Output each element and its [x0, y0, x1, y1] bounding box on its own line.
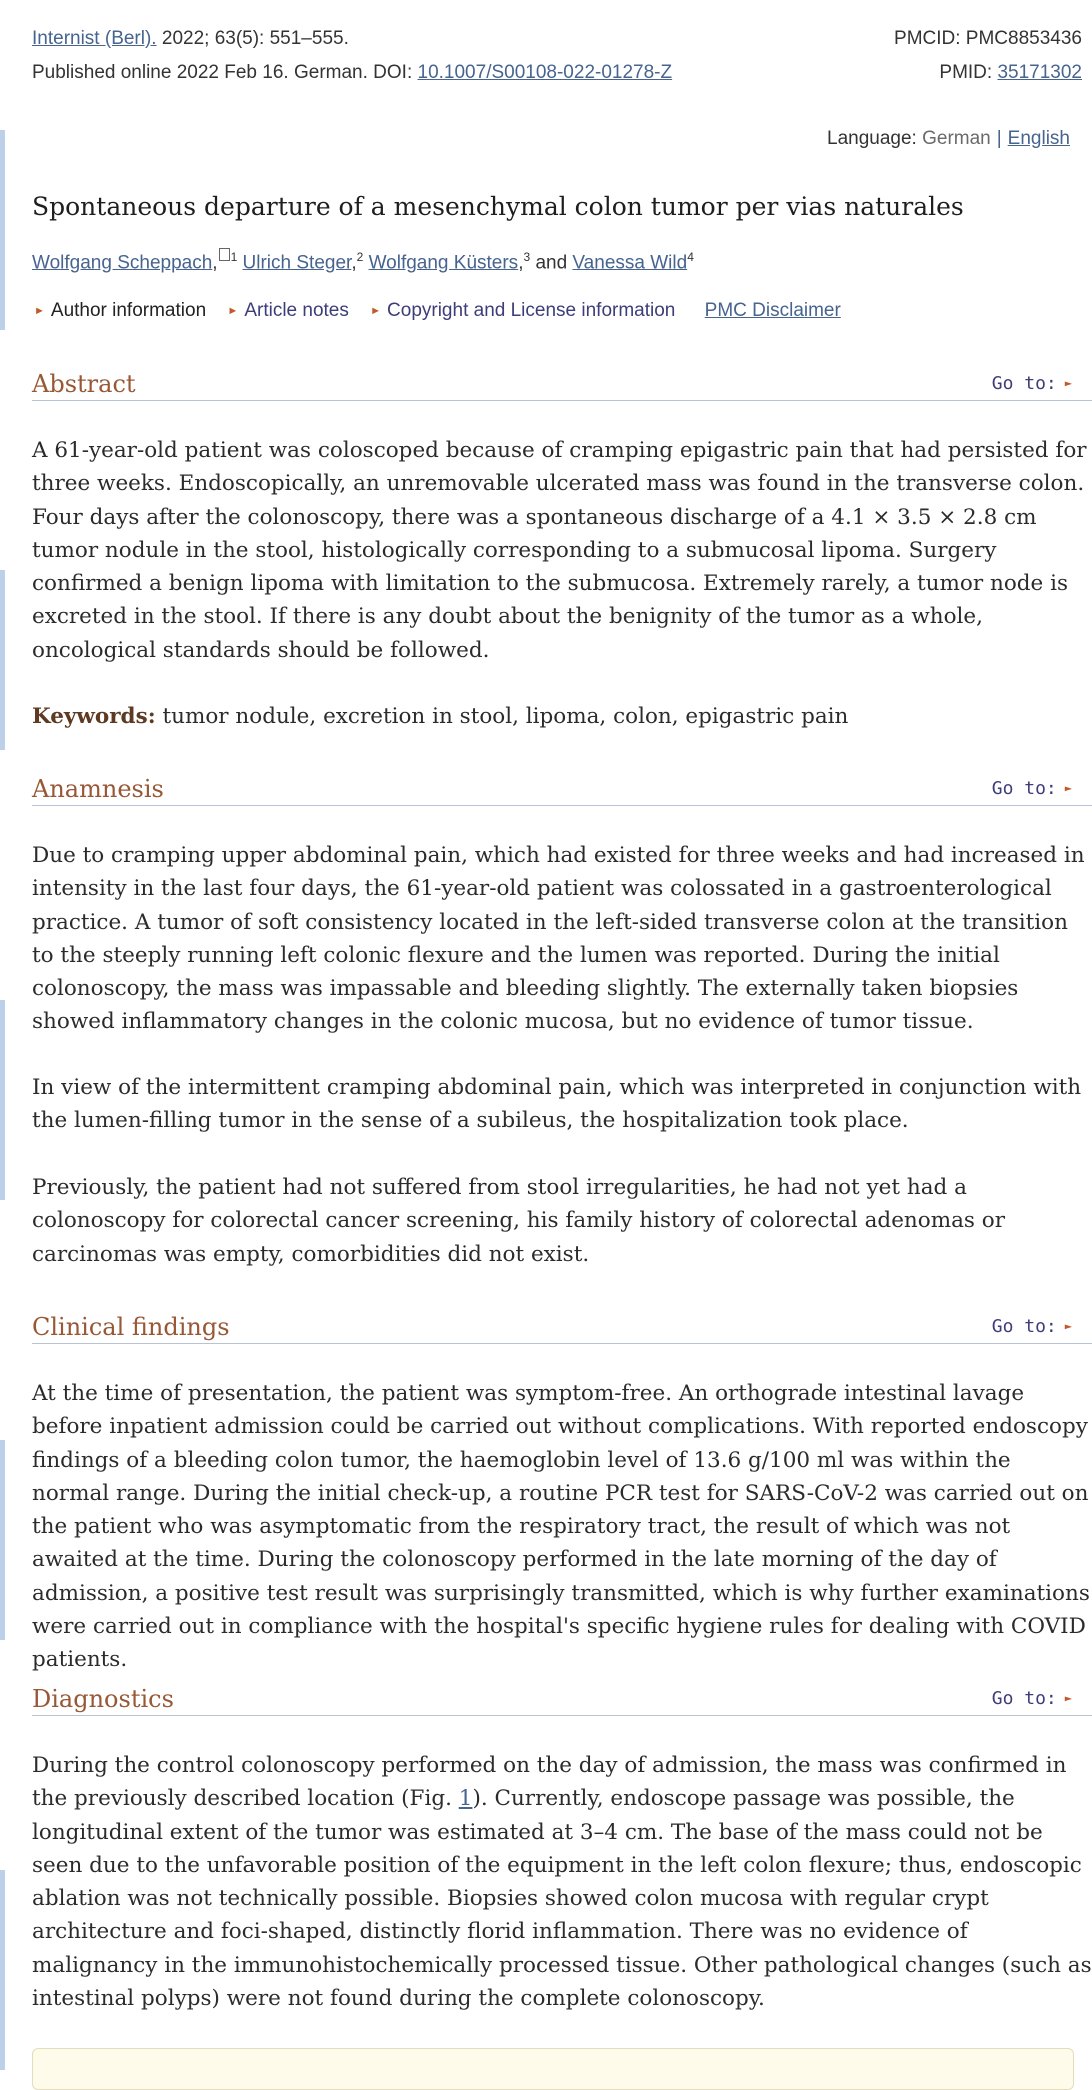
goto-menu[interactable]: Go to: ►: [991, 373, 1072, 394]
author-list: Wolfgang Scheppach, $^1$ Ulrich Steger,$^2$ Wolfgang Küsters,$^3$ and Vanessa Wild$^4$: [32, 250, 694, 274]
citation-line: [32, 28, 349, 50]
author-affiliation: 3: [523, 250, 531, 264]
author-affiliation: 4: [687, 250, 694, 264]
page-edge-decoration: [0, 0, 8, 2075]
triangle-right-icon: ►: [370, 305, 382, 317]
diagnostics-paragraph: During the control colonoscopy performed on the day of admission, the mass was confirmed in the previously described location (Fig. 1). Currently, endoscope passage was possible, the longitudinal extent of the tumor was estimated at 3–4 cm. The base of the mass could not be seen due to the unfavorable position of the equipment in the left colon flexure; thus, endoscopic ablation was not technically possible. Biopsies showed colon mucosa with regular crypt architecture and foci-shaped, distinctly florid inflammation. There was no evidence of malignancy in the immunohistochemically processed tissue. Other pathological changes (such as intestinal polyps) were not found during the complete colonoscopy.: [32, 1753, 1092, 2012]
keywords: [32, 700, 1092, 733]
edge-mark: [0, 570, 5, 750]
and-text: and: [535, 252, 568, 274]
language-label: Language:: [827, 128, 923, 149]
publication-line: [32, 62, 672, 84]
anamnesis-paragraph: Previously, the patient had not suffered from stool irregularities, he had not yet had a colonoscopy for colorectal cancer screening, his family history of colorectal adenomas or carcinomas was empty, comorbidities did not exist.: [32, 1175, 1006, 1267]
author-affiliation: 2: [356, 250, 364, 264]
section-title: Anamnesis: [32, 775, 164, 803]
triangle-right-icon: ►: [1064, 781, 1072, 795]
goto-menu[interactable]: Go to: ►: [991, 1316, 1072, 1337]
copyright-toggle[interactable]: ► Copyright and License information: [370, 300, 676, 321]
pmcid: [894, 28, 1082, 50]
abstract-paragraph: A 61-year-old patient was coloscoped because of cramping epigastric pain that had persisted for three weeks. Endoscopically, an unremovable ulcerated mass was found in the transverse colon. Four days after the colonoscopy, there was a spontaneous discharge of a 4.1 × 3.5 × 2.8 cm tumor nodule in the stool, histologically corresponding to a submucosal lipoma. Surgery confirmed a benign lipoma with limitation to the submucosa. Extremely rarely, a tumor node is excreted in the stool. If there is any doubt about the benignity of the tumor as a whole, oncological standards should be followed.: [32, 438, 1087, 663]
pmc-disclaimer-link[interactable]: PMC Disclaimer: [704, 300, 841, 321]
pmcid-label: PMCID:: [894, 28, 966, 49]
author-link[interactable]: Wolfgang Scheppach: [32, 252, 213, 274]
pmid: [939, 62, 1082, 84]
triangle-right-icon: ►: [1064, 376, 1072, 390]
triangle-right-icon: ►: [1064, 1319, 1072, 1333]
triangle-right-icon: ►: [1064, 1691, 1072, 1705]
language-switcher: [827, 128, 1070, 150]
article-notes-toggle[interactable]: ► Article notes: [227, 300, 349, 321]
edge-mark: [0, 130, 5, 330]
triangle-right-icon: ►: [227, 305, 239, 317]
author-affiliation: 1: [230, 250, 238, 264]
language-current: German: [922, 128, 991, 149]
keywords-label: Keywords:: [32, 704, 156, 729]
edge-mark: [0, 1870, 5, 2070]
article-title: Spontaneous departure of a mesenchymal colon tumor per vias naturales: [32, 192, 964, 221]
author-link[interactable]: Vanessa Wild: [572, 252, 688, 274]
author-link[interactable]: Ulrich Steger: [242, 252, 352, 274]
section-title: Abstract: [32, 370, 136, 398]
language-separator: |: [996, 128, 1002, 149]
author-link[interactable]: Wolfgang Küsters: [368, 252, 519, 274]
section-header-clinical-findings: [32, 1307, 1092, 1344]
clinical-findings-paragraph: At the time of presentation, the patient was symptom-free. An orthograde intestinal lavage before inpatient admission could be carried out without complications. With reported endoscopy findings of a bleeding colon tumor, the haemoglobin level of 13.6 g/100 ml was within the normal range. During the initial check-up, a routine PCR test for SARS-CoV-2 was carried out on the patient who was asymptomatic from the respiratory tract, the result of which was not awaited at the time. During the colonoscopy performed in the late morning of the day of admission, a positive test result was surprisingly transmitted, which is why further examinations were carried out in compliance with the hospital's specific hygiene rules for dealing with COVID patients.: [32, 1381, 1090, 1673]
pmcid-value: PMC8853436: [965, 28, 1082, 49]
anamnesis-paragraph: Due to cramping upper abdominal pain, which had existed for three weeks and had increased in intensity in the last four days, the 61-year-old patient was colossated in a gastroenterological practice. A tumor of soft consistency located in the left-sided transverse colon at the transition to the steeply running left colonic flexure and the lumen was reported. During the initial colonoscopy, the mass was impassable and bleeding slightly. The externally taken biopsies showed inflammatory changes in the colonic mucosa, but no evidence of tumor tissue.: [32, 843, 1085, 1035]
section-header-anamnesis: [32, 769, 1092, 806]
citation-text: 2022; 63(5): 551–555.: [156, 28, 349, 49]
edge-mark: [0, 1440, 5, 1640]
section-title: Diagnostics: [32, 1685, 174, 1713]
section-header-abstract: [32, 364, 1092, 401]
goto-menu[interactable]: Go to: ►: [991, 1688, 1072, 1709]
journal-link[interactable]: Internist (Berl).: [32, 28, 157, 49]
doi-link[interactable]: 10.1007/S00108-022-01278-Z: [417, 62, 673, 83]
figure-link[interactable]: 1: [458, 1786, 473, 1812]
email-icon[interactable]: [219, 248, 230, 261]
section-title: Clinical findings: [32, 1313, 230, 1341]
pmid-link[interactable]: 35171302: [997, 62, 1082, 83]
figure-box: [32, 2048, 1074, 2090]
anamnesis-paragraph: In view of the intermittent cramping abdominal pain, which was interpreted in conjunction with the lumen-filling tumor in the sense of a subileus, the hospitalization took place.: [32, 1075, 1082, 1134]
article-notes-bar: [32, 300, 841, 322]
goto-menu[interactable]: Go to: ►: [991, 778, 1072, 799]
section-header-diagnostics: [32, 1679, 1092, 1716]
keywords-list: tumor nodule, excretion in stool, lipoma, colon, epigastric pain: [155, 704, 849, 729]
pmid-label: PMID:: [939, 62, 998, 83]
published-text: Published online 2022 Feb 16. German. DOI:: [32, 62, 418, 83]
triangle-right-icon: ►: [34, 305, 45, 317]
language-english-link[interactable]: English: [1007, 128, 1070, 149]
author-information-toggle[interactable]: ► Author information: [34, 300, 207, 321]
edge-mark: [0, 1000, 5, 1200]
